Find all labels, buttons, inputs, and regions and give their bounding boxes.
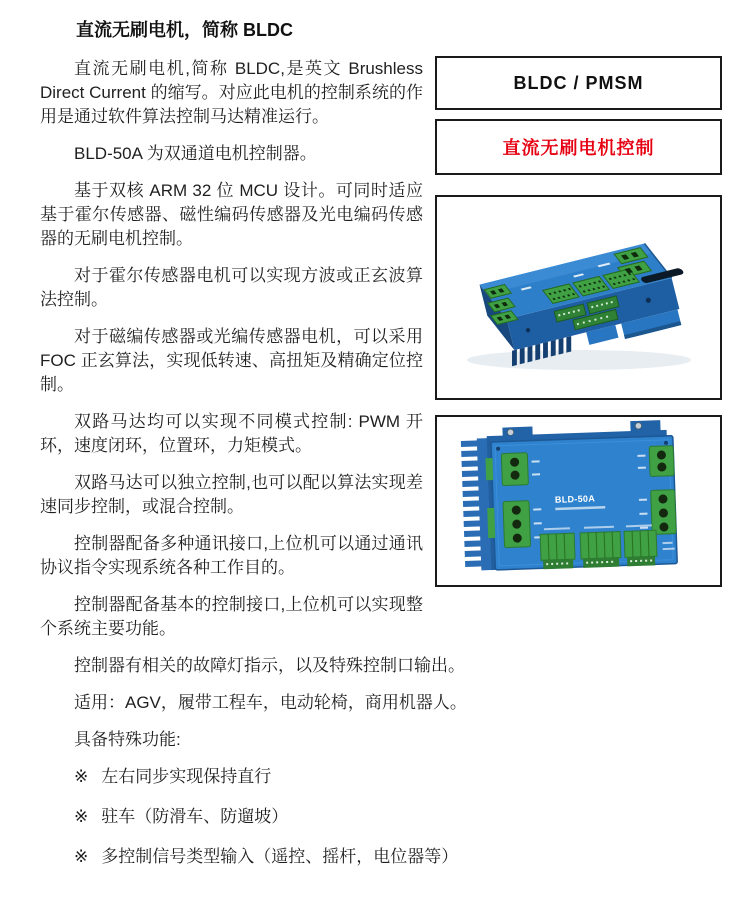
label-bldc-pmsm: BLDC / PMSM [513,72,644,93]
paragraph-mcu: 基于双核 ARM 32 位 MCU 设计。可同时适应基于霍尔传感器、磁性编码传感器及光电编码传感器的无刷电机控制。 [40,181,423,248]
bullet-text: 多控制信号类型输入（遥控、摇杆，电位器等） [101,847,459,866]
paragraph-basic-interfaces: 控制器配备基本的控制接口,上位机可以实现整个系统主要功能。 [40,595,423,638]
paragraph-dual-motor: 双路马达可以独立控制,也可以配以算法实现差速同步控制，或混合控制。 [40,473,423,516]
bullet-text: 驻车（防滑车、防遛坡） [101,807,289,826]
label-bldc-control: 直流无刷电机控制 [502,138,655,158]
label-box-bldc-control [435,119,722,175]
screw [635,423,642,430]
paragraph-applications: 适用：AGV，履带工程车，电动轮椅，商用机器人。 [74,693,467,712]
paragraph-bld50a: BLD-50A 为双通道电机控制器。 [74,144,317,163]
page-title: 直流无刷电机，简称 BLDC [76,20,293,40]
bullet-marker: ※ [74,767,89,786]
paragraph-foc: 对于磁编传感器或光编传感器电机，可以采用 FOC 正玄算法，实现低转速、高扭矩及精确定位控制。 [40,327,423,394]
bullet-marker: ※ [74,847,89,866]
bullet-text: 左右同步实现保持直行 [101,767,272,786]
product-photo-frame-2 [435,415,722,587]
product-photo-front [437,417,720,585]
bullet-item-sync [40,765,722,789]
paragraph-control-modes: 双路马达均可以实现不同模式控制: PWM 开环，速度闭环，位置环，力矩模式。 [40,412,423,455]
bullet-item-parking [40,805,722,829]
paragraph-hall-sensor: 对于霍尔传感器电机可以实现方波或正玄波算法控制。 [40,266,423,309]
paragraph-comm-interfaces: 控制器配备多种通讯接口,上位机可以通过通讯协议指令实现系统各种工作目的。 [40,534,423,577]
bullet-marker: ※ [74,807,89,826]
paragraph-fault-led: 控制器有相关的故障灯指示，以及特殊控制口输出。 [74,656,465,675]
label-box-bldc-pmsm [435,56,722,110]
paragraph-special-functions-intro: 具备特殊功能: [74,730,181,749]
sidebar [435,56,722,587]
product-photo-angled [437,197,720,398]
screw [507,429,514,436]
device-label: BLD-50A [554,493,596,505]
bullet-item-signal-input [40,845,722,869]
paragraph-intro: 直流无刷电机,简称 BLDC,是英文 Brushless Direct Current 的缩写。对应此电机的控制系统的作用是通过软件算法控制马达精准运行。 [40,59,423,126]
product-photo-frame-1 [435,195,722,400]
